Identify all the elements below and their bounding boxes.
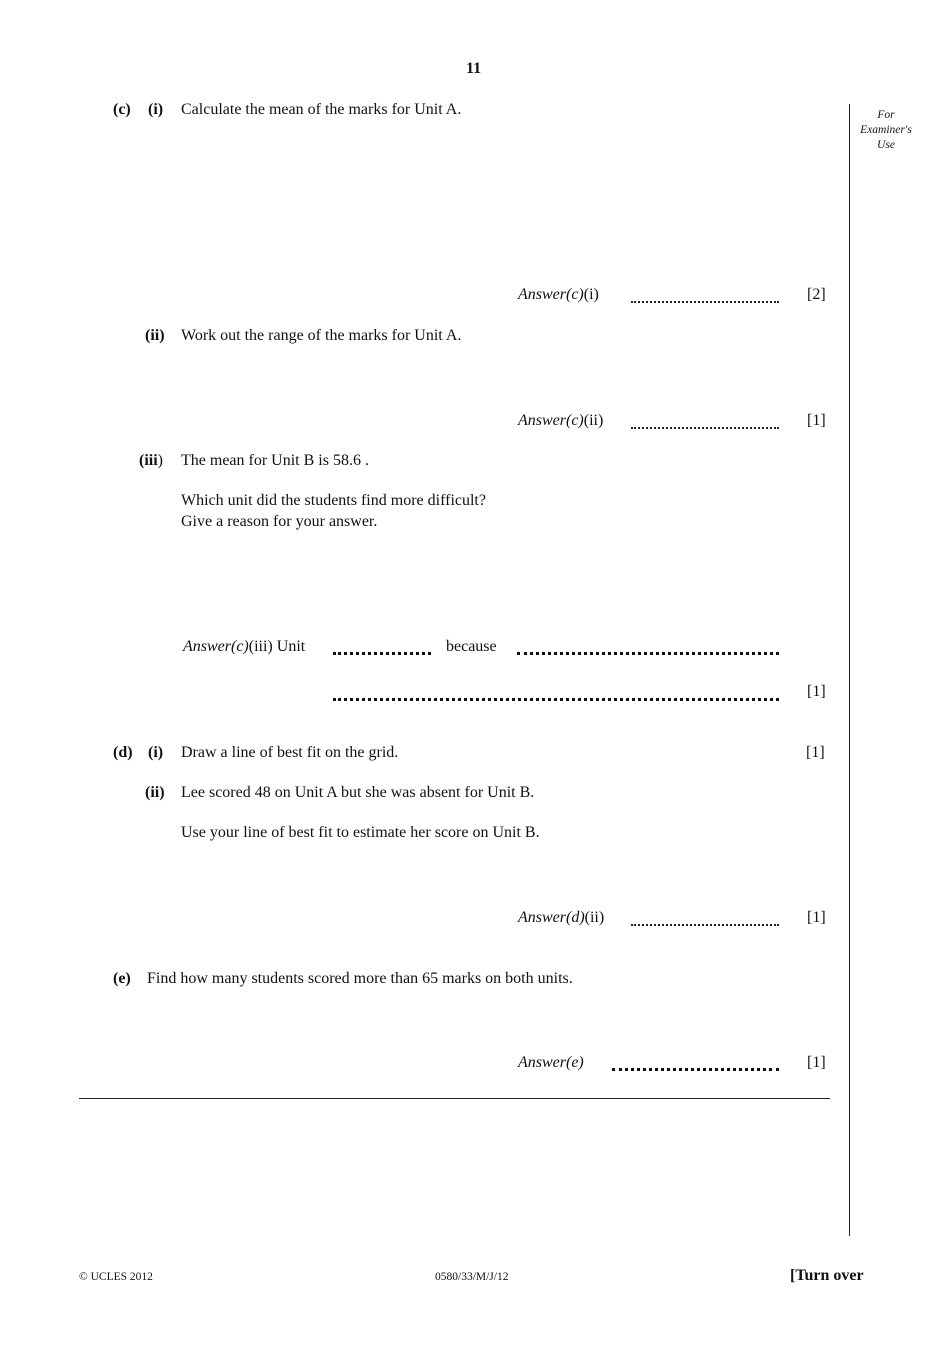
footer-turn-over: [Turn over bbox=[790, 1267, 864, 1284]
answer-c-ii-label-italic: Answer(c) bbox=[518, 412, 584, 429]
part-c-ii-label: (ii) bbox=[145, 327, 165, 344]
answer-c-iii-label bbox=[183, 638, 305, 656]
part-c-iii-statement: The mean for Unit B is 58.6 . bbox=[181, 452, 369, 469]
part-c-iii-label-bold: (iii bbox=[139, 452, 158, 469]
examiner-line-1: For bbox=[877, 109, 895, 121]
answer-c-iii-label-italic: Answer(c) bbox=[183, 638, 249, 655]
answer-d-ii-label-part: (ii) bbox=[584, 909, 605, 926]
part-d-ii-statement: Lee scored 48 on Unit A but she was absent for Unit B. bbox=[181, 784, 535, 801]
answer-c-i-label-part: (i) bbox=[583, 286, 599, 303]
answer-c-iii-label-part: (iii) Unit bbox=[248, 638, 306, 655]
part-d-i-label: (i) bbox=[148, 744, 164, 761]
answer-e-field[interactable] bbox=[612, 1068, 779, 1071]
marks-e: [1] bbox=[807, 1054, 826, 1071]
part-d-ii-label: (ii) bbox=[145, 784, 165, 801]
answer-c-iii-unit-field[interactable] bbox=[333, 652, 431, 655]
section-end-rule bbox=[79, 1098, 830, 1099]
marks-c-iii: [1] bbox=[807, 683, 826, 700]
marks-c-i: [2] bbox=[807, 286, 826, 303]
answer-c-iii-reason-field-1[interactable] bbox=[517, 652, 779, 655]
answer-c-ii-label-part: (ii) bbox=[583, 412, 604, 429]
marks-d-ii: [1] bbox=[807, 909, 826, 926]
footer-paper-code: 0580/33/M/J/12 bbox=[435, 1271, 509, 1283]
answer-c-i-label-italic: Answer(c) bbox=[518, 286, 584, 303]
part-e-label: (e) bbox=[113, 970, 131, 987]
part-e-question: Find how many students scored more than 65 marks on both units. bbox=[147, 970, 573, 987]
answer-c-iii-reason-field-2[interactable] bbox=[333, 698, 779, 701]
part-d-label: (d) bbox=[113, 744, 133, 761]
answer-e-label: Answer(e) bbox=[518, 1054, 584, 1071]
answer-c-ii-field[interactable] bbox=[631, 427, 779, 429]
examiner-line-3: Use bbox=[877, 139, 895, 151]
part-c-i-question: Calculate the mean of the marks for Unit A. bbox=[181, 101, 462, 118]
answer-c-ii-label bbox=[518, 412, 603, 430]
answer-c-i-label bbox=[518, 286, 599, 304]
part-d-ii-question: Use your line of best fit to estimate her score on Unit B. bbox=[181, 824, 540, 841]
answer-c-i-field[interactable] bbox=[631, 301, 779, 303]
part-d-i-question: Draw a line of best fit on the grid. bbox=[181, 744, 399, 761]
answer-d-ii-field[interactable] bbox=[631, 924, 779, 926]
part-c-iii-question-line2: Give a reason for your answer. bbox=[181, 513, 378, 530]
examiner-use-label bbox=[852, 108, 920, 153]
answer-d-ii-label bbox=[518, 909, 604, 927]
page-number: 11 bbox=[466, 60, 482, 77]
answer-c-iii-because: because bbox=[446, 638, 497, 655]
marks-d-i: [1] bbox=[806, 744, 825, 761]
footer-copyright: © UCLES 2012 bbox=[79, 1271, 153, 1283]
examiner-line-2: Examiner's bbox=[860, 124, 912, 136]
part-c-iii-label bbox=[139, 452, 163, 470]
examiner-margin-line bbox=[849, 104, 850, 1236]
part-c-ii-question: Work out the range of the marks for Unit A. bbox=[181, 327, 462, 344]
answer-d-ii-label-italic: Answer(d) bbox=[518, 909, 585, 926]
part-c-i-label: (i) bbox=[148, 101, 164, 118]
part-c-iii-label-paren: ) bbox=[157, 452, 163, 469]
marks-c-ii: [1] bbox=[807, 412, 826, 429]
part-c-label: (c) bbox=[113, 101, 131, 118]
part-c-iii-question-line1: Which unit did the students find more difficult? bbox=[181, 492, 486, 509]
